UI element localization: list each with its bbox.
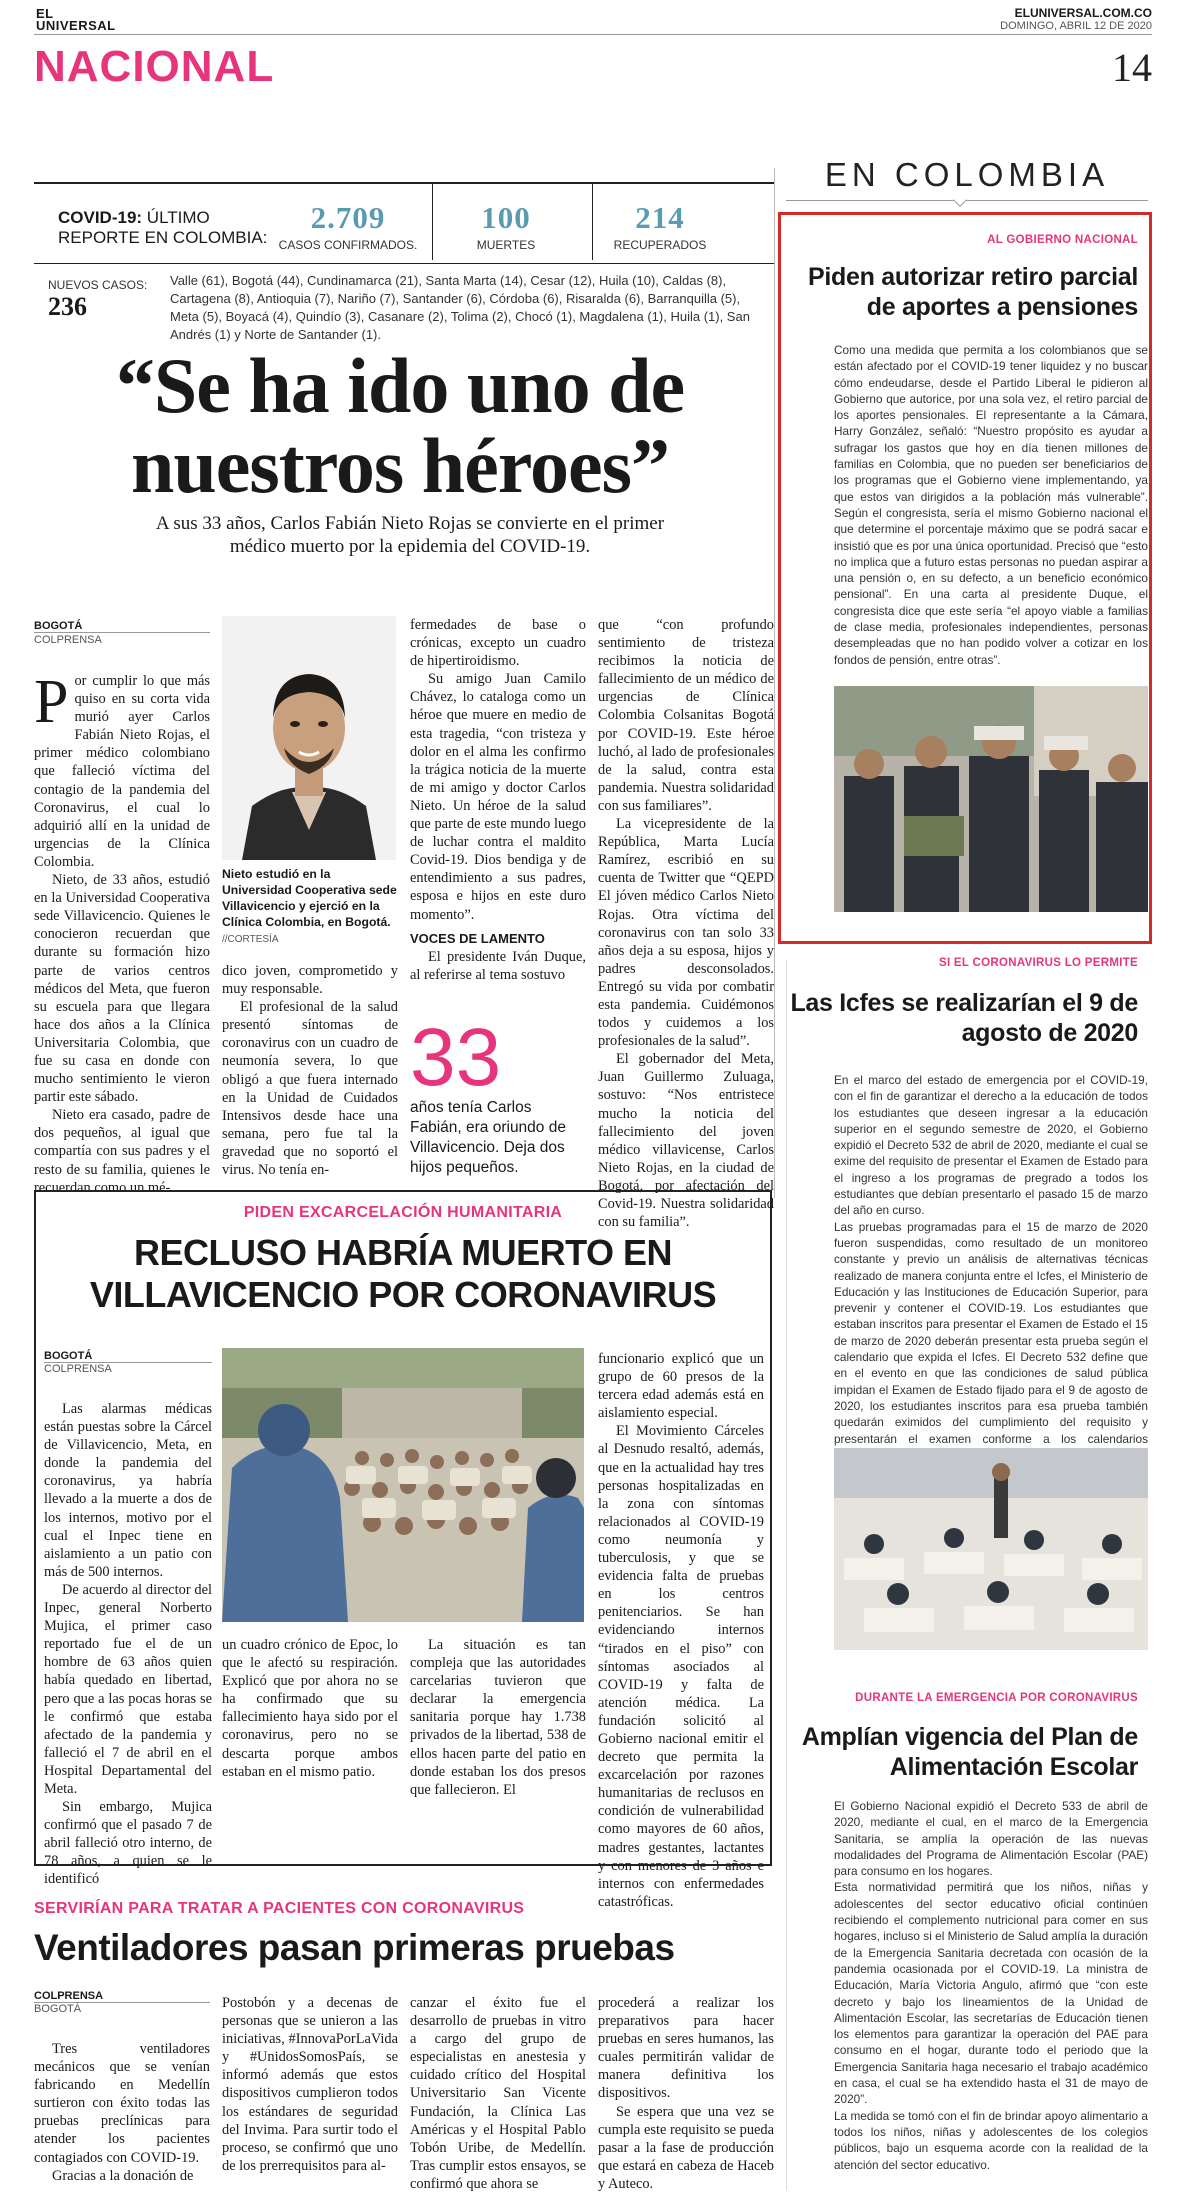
lead-paragraph: El profesional de la salud presentó síntomas de coronavirus con un cuadro de neumonía severa, lo que obligó a que fuera internado en la Unidad de Cuidados Intensivos desde hace una semana, pero fue tal la gravedad que no soportó el virus. No tenía en- <box>222 999 398 1179</box>
lead-paragraph: La vicepresidente de la República, Marta Lucía Ramírez, escribió en su cuenta de Twitter que “QEPD El jóven médico Carlos Nieto Rojas. Otra víctima del coronavirus con tan solo 33 años deja a su esposa, hijos y padres desconsolados. Entregó su vida por combatir esta pandemia. Cuidémonos todos y cuidemos a los profesionales de la salud”. <box>598 816 774 1050</box>
pae-kicker: DURANTE LA EMERGENCIA POR CORONAVIRUS <box>855 1692 1138 1704</box>
lead-column-2 <box>222 962 398 1179</box>
recluso-headline <box>34 1232 772 1316</box>
lead-paragraph: Su amigo Juan Camilo Chávez, lo cataloga como un héroe que muere en medio de esta tragedia, “con tristeza y dolor en el alma les confirmo la trágica noticia de la muerte de mi amigo y doctor Carlos Nieto. Un héroe de la salud que parte de este mundo luego de luchar contra el maldito Covid-19. Dios bendiga y de entendimiento a sus padres, esposa e hijos en este duro momento”. <box>410 671 586 923</box>
drop-cap: P <box>34 668 69 736</box>
covid-label-bold: COVID-19: <box>58 208 143 227</box>
masthead-rule <box>34 34 1152 35</box>
ventiladores-headline: Ventiladores pasan primeras pruebas <box>34 1927 675 1968</box>
icfes-paragraph: Las pruebas programadas para el 15 de marzo de 2020 fueron suspendidas, como resultado de un monitoreo constante y previo un análisis de alternativas técnicas realizado de manera conjunta entre el Icfes, el Ministerio de Educación y las Instituciones de Educación Superior, para prevenir y contener el COVID-19. Los estudiantes que estaban inscritos para presentar el Examen de Estado el 15 de marzo de 2020 deberán presentar esta prueba según el calendario que expida el Icfes. El Decreto 532 define que en el evento en que las condiciones de salud pública impidan el Examen de Estado fijado para el 9 de agosto de 2020, los estudiantes inscritos para esa prueba también quedarán eximidos del cumplimiento del requisito y presentarán el examen conforme a los calendarios <box>834 1219 1148 1446</box>
pae-paragraph: El Gobierno Nacional expidió el Decreto 533 de abril de 2020, mediante el cual, en el marco de la Emergencia Sanitaria, se amplía la operación de las nuevas modalidades del Programa de Alimentación Escolar (PAE) para consumo en los hogares. <box>834 1799 1148 1879</box>
icfes-body <box>834 1072 1148 1463</box>
byline-city: BOGOTÁ <box>44 1350 93 1362</box>
stat-deaths-label: MUERTES <box>476 238 536 252</box>
recluso-paragraph: funcionario explicó que un grupo de 60 presos de la tercera edad además está en aislamiento especial. <box>598 1351 764 1422</box>
site-url: ELUNIVERSAL.COM.CO <box>1014 6 1152 20</box>
recluso-paragraph: La situación es tan compleja que las autoridades carcelarias tuvieron que declarar la emergencia sanitaria porque hay 1.738 privados de la libertad, 538 de ellos hacen parte del patio en donde estaban los dos presos que fallecieron. El <box>410 1637 586 1798</box>
stat-confirmed-value: 2.709 <box>310 200 386 235</box>
stat-deaths-value: 100 <box>481 200 531 235</box>
ventiladores-paragraph: Se espera que una vez se cumpla este requisito se pueda pasar a la fase de producción que estará en cabeza de Haceb y Auteco. <box>598 2103 774 2192</box>
section-title: NACIONAL <box>34 42 275 91</box>
lead-headline-line1: “Se ha ido uno de <box>115 342 685 429</box>
ventiladores-byline <box>34 1990 210 2015</box>
byline-agency: COLPRENSA <box>44 1362 212 1375</box>
page-number: 14 <box>1112 45 1152 90</box>
ventiladores-paragraph: Gracias a la donación de <box>52 2167 194 2184</box>
icfes-paragraph: En el marco del estado de emergencia por el COVID-19, con el fin de garantizar el derecho a la educación de todos los estudiantes que deseen ingresar a la educación superior en el segundo semestre de 2020, el Gobierno expidió el Decreto 532 de abril de 2020, mediante el cual se exime del requisito de presentar el Examen de Estado para el ingreso a los programas de pregrado a todos los estudiantes que debían presentarlo el pasado 15 de marzo del año en curso. <box>834 1073 1148 1218</box>
logo-line1: EL <box>36 6 54 21</box>
right-column-notch <box>953 193 967 207</box>
issue-date: DOMINGO, ABRIL 12 DE 2020 <box>1000 20 1152 32</box>
column-divider <box>774 168 775 1198</box>
byline-agency: COLPRENSA <box>34 1990 104 2002</box>
fact-number: 33 <box>410 1012 502 1103</box>
exam-photo <box>834 1448 1148 1650</box>
recluso-column-2 <box>222 1636 398 1781</box>
recluso-headline-line2: VILLAVICENCIO POR CORONAVIRUS <box>89 1274 717 1315</box>
doctor-photo-caption: Nieto estudió en la Universidad Cooperativa sede Villavicencio y ejerció en la Clínica Colombia, en Bogotá. <box>222 867 397 929</box>
new-cases-value: 236 <box>48 292 87 321</box>
new-cases-list: Valle (61), Bogotá (44), Cundinamarca (21), Santa Marta (14), Cesar (12), Huila (10), Caldas (8), Cartagena (8), Antioquia (7), Nariño (7), Santander (6), Córdoba (6), Risaralda (6), Barranquilla (5), Meta (5), Boyacá (4), Quindío (3), Casanare (2), Tolima (2), Chocó (1), Magdalena (1), Huila (1), San Andrés (1) y Norte de Santander (1). <box>170 273 750 342</box>
lead-deck: A sus 33 años, Carlos Fabián Nieto Rojas se convierte en el primer médico muerto por la epidemia del COVID-19. <box>155 513 665 557</box>
stat-recovered-value: 214 <box>635 200 685 235</box>
protest-crowd-image <box>834 686 1148 912</box>
covid-label <box>58 208 267 248</box>
prison-yard-image <box>222 1348 584 1622</box>
protest-photo <box>834 686 1148 912</box>
recluso-column-1 <box>44 1400 212 1889</box>
pae-body <box>834 1798 1148 2173</box>
byline-city: BOGOTÁ <box>34 2002 210 2015</box>
lead-column-4 <box>598 616 774 1231</box>
icfes-headline: Las Icfes se realizarían el 9 de agosto de 2020 <box>790 989 1138 1047</box>
pae-paragraph: Esta normatividad permitirá que los niños, niñas y adolescentes del sector educativo oficial continúen recibiendo el complemento nutricional para comer en sus hogares, incluso si el Ministerio de Salud amplía la duración de la Emergencia Sanitaria decretada con ocasión de la pandemia ocasionada por el COVID-19. La ministra de Educación, María Victoria Angulo, afirmó que “con este decreto y bajo los lineamientos de la Unidad de Alimentación Escolar, las secretarías de Educación tienen los elementos para garantizar la operación del PAE para consumo en el hogar, durante todo el periodo que la Emergencia Sanitaria haga necesario el trabajo académico en casa, el cual se ha extendido hasta el 31 de mayo de 2020”. <box>834 1880 1148 2107</box>
ventiladores-paragraph: Postobón y a decenas de personas que se unieron a las iniciativas, #InnovaPorLaVida y #UnidosSomosPaís, se informó además que estos dispositivos cumplieron todos los estándares de seguridad del Invima. Para surtir todo el proceso, se confirmó que uno de los prerrequisitos para al- <box>222 1995 398 2174</box>
lead-paragraph: or cumplir lo que más quiso en su corta vida murió ayer Carlos Fabián Nieto Rojas, el primer médico colombiano que falleció víctima del contagio de la pandemia del Coronavirus, el cual lo adquirió allí en la unidad de urgencias de la Clínica Colombia. <box>34 673 210 870</box>
ventiladores-column-2 <box>222 1994 398 2175</box>
photo-credit: //CORTESÍA <box>222 934 279 945</box>
ventiladores-column-1 <box>34 2040 210 2185</box>
recluso-byline <box>44 1350 212 1375</box>
recluso-paragraph: El Movimiento Cárceles al Desnudo resaltó, además, que en la actualidad hay tres personas hospitalizadas en la zona con síntomas relacionados al COVID-19 como neumonía y tuberculosis, y que se evidencia falta de pruebas en los centros penitenciarios. Se han evidenciando internos “tirados en el piso” con síntomas asociados al COVID-19 y falta de atención médica. La fundación solicitó al Gobierno nacional emitir el decreto que permita la excarcelación por razones humanitarias de reclusos en condición de vulnerabilidad como mayores de 60 años, madres gestantes, lactantes y con menores de 3 años e internos con enfermedades catastróficas. <box>598 1423 764 1910</box>
newspaper-logo <box>36 8 116 32</box>
recluso-paragraph: un cuadro crónico de Epoc, lo que le afectó su respiración. Explicó que por ahora no se ha confirmado que su fallecimiento haya sido por el coronavirus, pero no se descarta porque ambos estaban en el mismo patio. <box>222 1637 398 1780</box>
pensiones-kicker: AL GOBIERNO NACIONAL <box>987 234 1138 246</box>
column-divider <box>786 960 787 2190</box>
ventiladores-paragraph: canzar el éxito fue el desarrollo de pruebas in vitro a cargo del grupo de especialistas en anestesia y cuidado crítico del Hospital Universitario San Vicente Fundación, la Clínica Las Américas y el Hospital Pablo Tobón Uribe, de Medellín. Tras cumplir estos ensayos, se confirmó que ahora se <box>410 1995 586 2192</box>
recluso-paragraph: Sin embargo, Mujica confirmó que el pasado 7 de abril falleció otro interno, de 78 años, a quien se le identificó <box>44 1799 212 1888</box>
byline-agency: COLPRENSA <box>34 632 210 646</box>
logo-line2: UNIVERSAL <box>36 18 116 33</box>
lead-column-1 <box>34 668 210 1197</box>
ventiladores-paragraph: procederá a realizar los preparativos para hacer pruebas en seres humanos, las cuales permitirán validar de manera definitiva los dispositivos. <box>598 1995 774 2102</box>
pensiones-headline: Piden autorizar retiro parcial de aportes a pensiones <box>808 263 1138 321</box>
lead-headline-line2: nuestros héroes” <box>131 422 669 509</box>
lead-paragraph: Nieto, de 33 años, estudió en la Universidad Cooperativa sede Villavicencio. Quienes le conocieron recuerdan que durante su formación hizo parte de varios centros médicos del Meta, que fueron su escuela para que llegara hace dos años a la Clínica Universitaria Colombia, que fue su casa en donde con mucho sentimiento le vieron partir este sábado. <box>34 872 210 1106</box>
byline-city: BOGOTÁ <box>34 620 83 632</box>
recluso-column-4 <box>598 1350 764 1911</box>
lead-paragraph: Nieto era casado, padre de dos pequeños, al igual que compartía con sus padres y el resto de su familia, quienes le recuerdan como un mé- <box>34 1107 210 1196</box>
ventiladores-paragraph: Tres ventiladores mecánicos que se venían fabricando en Medellín surtieron con éxito todas las pruebas preclínicas para atender los pacientes contagiados con COVID-19. <box>34 2041 210 2166</box>
pensiones-paragraph: Como una medida que permita a los colombianos que se están afectado por el COVID-19 tener liquidez y no buscar cómo endeudarse, desde el Partido Liberal le pidieron al Gobierno que autorice, por una sola vez, el retiro parcial de los aportes pensionales. El representante a la Cámara, Harry González, señaló: “Nuestro propósito es ayudar a sufragar los gastos que hoy en día tienen millones de familias en Colombia, que no pueden ser beneficiarios de los programas que el Gobierno viene implementando, ya que estos van dirigidos a la población más vulnerable”. Según el congresista, sería el mismo Gobierno nacional el que determine el porcentaje máximo que se podrá sacar e insistió que es por una única oportunidad. Precisó que “esto no implica que a futuro estas personas no puedan aspirar a una pensión o, en su defecto, a un beneficio económico pensional”. En una carta al presidente Duque, el congresista dice que este sería “el apoyo viable a familias de clase media, profesionales independientes, personas desempleadas que no han podido volver a cotizar en los fondos de pensión, entre otras”. <box>834 343 1148 667</box>
fact-text: años tenía Carlos Fabián, era oriundo de Villavicencio. Deja dos hijos pequeños. <box>410 1099 566 1176</box>
doctor-portrait-image <box>222 616 396 860</box>
lead-byline <box>34 620 210 646</box>
lead-headline <box>50 342 750 509</box>
pensiones-body <box>834 342 1148 668</box>
prison-photo <box>222 1348 584 1622</box>
icfes-kicker: SI EL CORONAVIRUS LO PERMITE <box>938 957 1138 969</box>
lead-column-3 <box>410 616 586 984</box>
recluso-paragraph: De acuerdo al director del Inpec, general Norberto Mujica, el primer caso reportado fue el de un hombre de 63 años quien había quedado en libertad, pero que a las pocas horas se le confirmó que estaba afectado de la pandemia y falleció el 7 de abril en el Hospital Departamental del Meta. <box>44 1581 212 1797</box>
right-column-title: EN COLOMBIA <box>824 156 1110 193</box>
lead-paragraph: El presidente Iván Duque, al referirse al tema sostuvo <box>410 948 586 983</box>
stat-confirmed-label: CASOS CONFIRMADOS. <box>278 238 418 252</box>
ventiladores-column-3 <box>410 1994 586 2193</box>
right-column-rule <box>786 200 1148 201</box>
recluso-headline-line1: RECLUSO HABRÍA MUERTO EN <box>133 1232 673 1273</box>
doctor-photo <box>222 616 396 860</box>
recluso-column-3 <box>410 1636 586 1799</box>
lead-paragraph: fermedades de base o crónicas, excepto un cuadro de hipertiroidismo. <box>410 617 586 670</box>
covid-label-rest: ÚLTIMO <box>142 208 210 227</box>
lead-paragraph: El gobernador del Meta, Juan Guillermo Zuluaga, sostuvo: “Nos entristece mucho la noticia del fallecimiento del joven médico villavicense, Carlos Nieto Rojas, en la ciudad de Bogotá, por afectación del Covid-19. Nuestra solidaridad con su familia”. <box>598 1051 774 1231</box>
lead-subhead: VOCES DE LAMENTO <box>410 930 545 946</box>
exam-room-image <box>834 1448 1148 1650</box>
ventiladores-kicker: SERVIRÍAN PARA TRATAR A PACIENTES CON CORONAVIRUS <box>34 1900 525 1917</box>
lead-paragraph: dico joven, comprometido y muy responsable. <box>222 963 398 998</box>
recluso-kicker: PIDEN EXCARCELACIÓN HUMANITARIA <box>243 1204 563 1221</box>
pae-paragraph: La medida se tomó con el fin de brindar apoyo alimentario a todos los niños, niñas y adolescentes de los colegios públicos, bajo un esquema acorde con la realidad de la atención del sector educativo. <box>834 2108 1148 2172</box>
stat-recovered-label: RECUPERADOS <box>613 238 707 252</box>
recluso-paragraph: Las alarmas médicas están puestas sobre la Cárcel de Villavicencio, Meta, en donde la pandemia del coronavirus, ya habría llevado a la muerte a dos de los internos, motivo por el cual el Inpec tiene en aislamiento a un patio con más de 500 internos. <box>44 1401 212 1580</box>
pae-headline: Amplían vigencia del Plan de Alimentación Escolar <box>801 1723 1138 1781</box>
covid-label-line2: REPORTE EN COLOMBIA: <box>58 228 268 247</box>
ventiladores-column-4 <box>598 1994 774 2193</box>
new-cases-label: NUEVOS CASOS: <box>48 278 148 292</box>
lead-paragraph: que “con profundo sentimiento de tristeza recibimos la noticia de fallecimiento de un médico de urgencias de Clínica Colombia Colsanitas Bogotá por COVID-19. Este héroe luchó, al lado de profesionales de la salud, contra esta pandemia. Nuestra solidaridad con sus familiares”. <box>598 617 774 814</box>
